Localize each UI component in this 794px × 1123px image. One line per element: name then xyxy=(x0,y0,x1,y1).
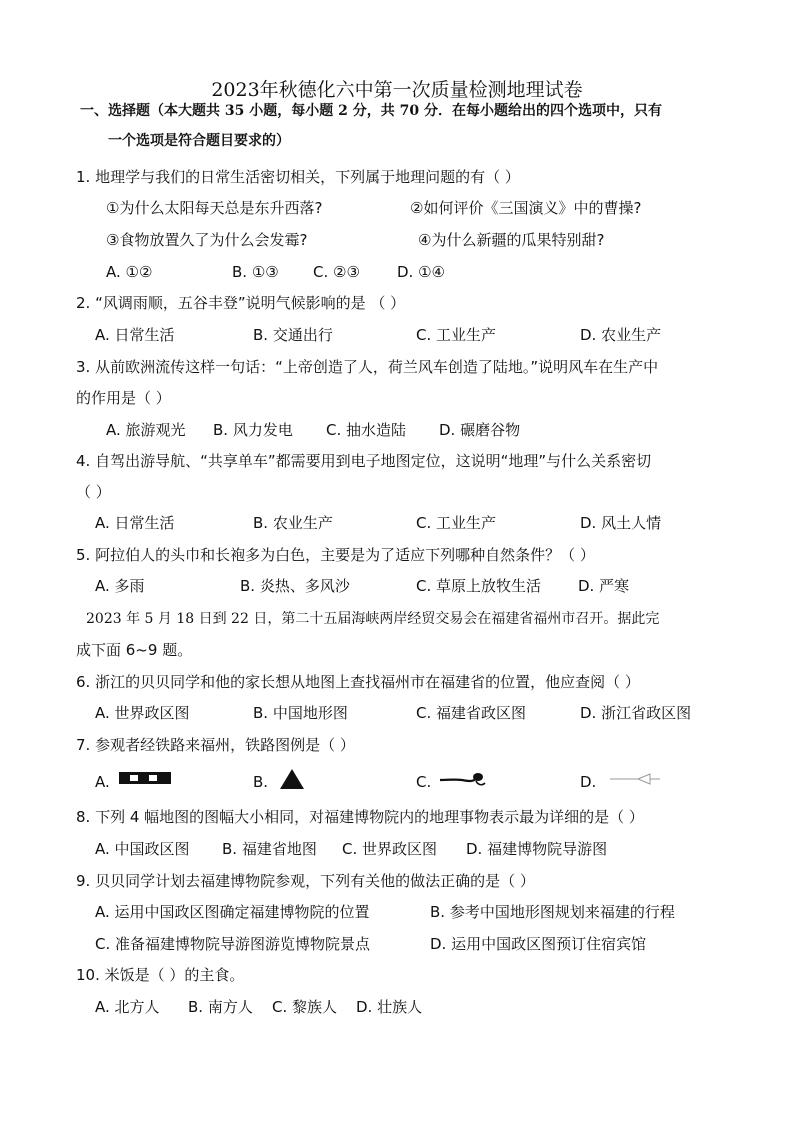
question-5-option-c: C. 草原上放牧生活 xyxy=(416,577,542,595)
question-5-option-a: A. 多雨 xyxy=(95,577,145,595)
question-8-option-a: A. 中国政区图 xyxy=(95,840,190,858)
question-5-option-b: B. 炎热、多风沙 xyxy=(240,577,350,595)
question-2-stem: 2. “风调雨顺，五谷丰登”说明气候影响的是 （ ） xyxy=(76,294,406,312)
question-8-stem: 8. 下列 4 幅地图的图幅大小相同，对福建博物院内的地理事物表示最为详细的是（ ） xyxy=(76,808,644,826)
river-symbol-icon xyxy=(438,770,488,788)
question-3-option-b: B. 风力发电 xyxy=(213,421,293,439)
mountain-peak-icon xyxy=(280,769,304,789)
section-heading-cont: 一个选项是符合题目要求的） xyxy=(108,133,290,149)
railway-symbol-icon xyxy=(119,772,171,784)
question-4-option-a: A. 日常生活 xyxy=(95,514,175,532)
question-1-statement-3: ③食物放置久了为什么会发霉? xyxy=(106,231,308,249)
question-3-stem: 3. 从前欧洲流传这样一句话：“上帝创造了人，荷兰风车创造了陆地。”说明风车在生产中 xyxy=(76,358,659,376)
question-4-option-c: C. 工业生产 xyxy=(416,514,497,532)
question-8-option-b: B. 福建省地图 xyxy=(222,840,317,858)
question-5-stem: 5. 阿拉伯人的头巾和长袍多为白色，主要是为了适应下列哪种自然条件？（ ） xyxy=(76,546,595,564)
question-10-option-b: B. 南方人 xyxy=(188,998,253,1016)
question-3-stem-cont: 的作用是（ ） xyxy=(76,389,171,407)
question-10-option-a: A. 北方人 xyxy=(95,998,160,1016)
boundary-line-icon xyxy=(610,773,660,785)
question-7-option-a: A. xyxy=(95,773,110,791)
material-text: 2023 年 5 月 18 日到 22 日，第二十五届海峡两岸经贸交易会在福建省福州市召开。据此完 xyxy=(86,611,660,627)
section-heading: 一、选择题（本大题共 35 小题，每小题 2 分，共 70 分．在每小题给出的四个选项中，只有 xyxy=(80,103,662,119)
question-9-stem: 9. 贝贝同学计划去福建博物院参观，下列有关他的做法正确的是（ ） xyxy=(76,872,535,890)
question-9-option-b: B. 参考中国地形图规划来福建的行程 xyxy=(430,903,675,921)
question-2-option-d: D. 农业生产 xyxy=(580,326,662,344)
question-6-option-a: A. 世界政区图 xyxy=(95,704,190,722)
question-1-option-c: C. ②③ xyxy=(313,263,360,281)
question-1-stem: 1. 地理学与我们的日常生活密切相关，下列属于地理问题的有（ ） xyxy=(76,168,520,186)
question-1-option-b: B. ①③ xyxy=(232,263,279,281)
question-3-option-d: D. 碾磨谷物 xyxy=(439,421,521,439)
question-8-option-c: C. 世界政区图 xyxy=(342,840,438,858)
question-9-option-a: A. 运用中国政区图确定福建博物院的位置 xyxy=(95,903,370,921)
question-4-stem-cont: （ ） xyxy=(76,483,111,501)
question-6-option-d: D. 浙江省政区图 xyxy=(580,704,692,722)
question-10-option-c: C. 黎族人 xyxy=(272,998,338,1016)
material-text-cont: 成下面 6~9 题。 xyxy=(76,641,193,659)
question-4-option-d: D. 风土人情 xyxy=(580,514,662,532)
question-1-option-d: D. ①④ xyxy=(397,263,445,281)
question-8-option-d: D. 福建博物院导游图 xyxy=(466,840,608,858)
question-2-option-b: B. 交通出行 xyxy=(253,326,333,344)
question-7-stem: 7. 参观者经铁路来福州，铁路图例是（ ） xyxy=(76,736,355,754)
question-1-statement-4: ④为什么新疆的瓜果特别甜? xyxy=(418,231,605,249)
question-9-option-c: C. 准备福建博物院导游图游览博物院景点 xyxy=(95,935,371,953)
question-4-stem: 4. 自驾出游导航、“共享单车”都需要用到电子地图定位，这说明“地理”与什么关系密切 xyxy=(76,452,652,470)
question-10-stem: 10. 米饭是（ ）的主食。 xyxy=(76,966,245,984)
question-7-option-b: B. xyxy=(253,773,269,791)
question-6-option-c: C. 福建省政区图 xyxy=(416,704,527,722)
question-7-option-c: C. xyxy=(416,773,432,791)
question-6-option-b: B. 中国地形图 xyxy=(253,704,348,722)
question-3-option-c: C. 抽水造陆 xyxy=(326,421,407,439)
question-2-option-c: C. 工业生产 xyxy=(416,326,497,344)
question-9-option-d: D. 运用中国政区图预订住宿宾馆 xyxy=(430,935,647,953)
question-7-option-d: D. xyxy=(580,773,597,791)
question-1-statement-2: ②如何评价《三国演义》中的曹操? xyxy=(410,199,642,217)
question-1-statement-1: ①为什么太阳每天总是东升西落? xyxy=(106,199,323,217)
question-4-option-b: B. 农业生产 xyxy=(253,514,333,532)
question-5-option-d: D. 严寒 xyxy=(578,577,630,595)
question-3-option-a: A. 旅游观光 xyxy=(106,421,186,439)
question-10-option-d: D. 壮族人 xyxy=(356,998,423,1016)
question-6-stem: 6. 浙江的贝贝同学和他的家长想从地图上查找福州市在福建省的位置，他应查阅（ ） xyxy=(76,673,640,691)
question-1-option-a: A. ①② xyxy=(106,263,153,281)
question-2-option-a: A. 日常生活 xyxy=(95,326,175,344)
page-title: 2023年秋德化六中第一次质量检测地理试卷 xyxy=(211,79,583,101)
